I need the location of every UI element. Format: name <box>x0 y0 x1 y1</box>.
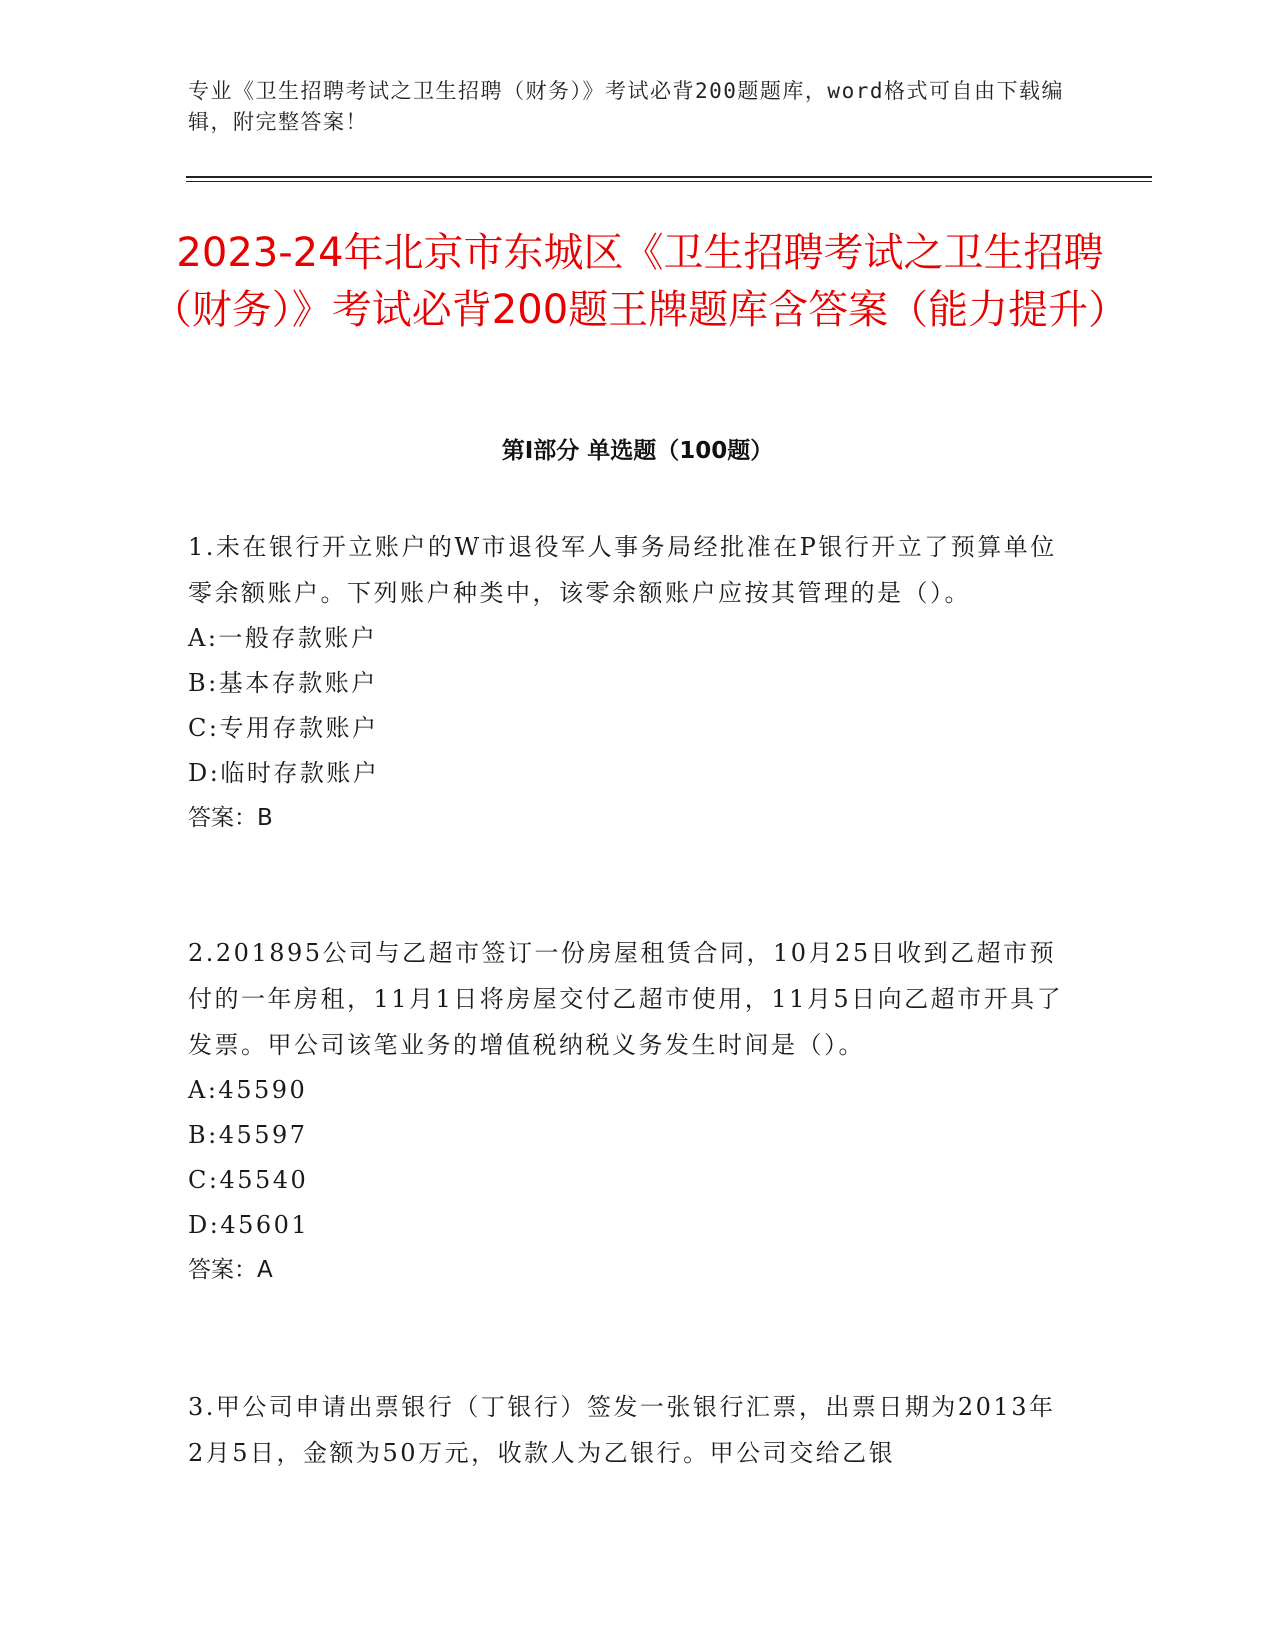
question-2 <box>188 930 1068 1293</box>
option-c: C:45540 <box>188 1166 309 1194</box>
option-a: A:一般存款账户 <box>188 624 378 652</box>
header-rule-thick <box>186 176 1152 178</box>
option-b: B:45597 <box>188 1121 308 1149</box>
question-stem: 1.未在银行开立账户的W市退役军人事务局经批准在P银行开立了预算单位零余额账户。下列账户种类中，该零余额账户应按其管理的是（）。 <box>188 533 1057 607</box>
answer: 答案：A <box>188 1257 273 1283</box>
question-stem: 2.201895公司与乙超市签订一份房屋租赁合同，10月25日收到乙超市预付的一年房租，11月1日将房屋交付乙超市使用，11月5日向乙超市开具了发票。甲公司该笔业务的增值税纳税义务发生时间是（）。 <box>188 939 1064 1059</box>
header-rule-thin <box>186 181 1152 182</box>
header-note: 专业《卫生招聘考试之卫生招聘（财务）》考试必背200题题库，word格式可自由下载编辑，附完整答案！ <box>188 79 1064 134</box>
option-b: B:基本存款账户 <box>188 669 378 697</box>
question-1 <box>188 524 1068 841</box>
answer: 答案：B <box>188 805 273 831</box>
question-stem: 3.甲公司申请出票银行（丁银行）签发一张银行汇票，出票日期为2013年2月5日，金额为50万元，收款人为乙银行。甲公司交给乙银 <box>188 1393 1056 1467</box>
document-title: 2023-24年北京市东城区《卫生招聘考试之卫生招聘（财务）》考试必背200题王牌题库含答案（能力提升） <box>151 230 1129 333</box>
option-d: D:45601 <box>188 1211 310 1239</box>
section-title: 第Ⅰ部分 单选题（100题） <box>501 438 774 464</box>
option-c: C:专用存款账户 <box>188 714 379 742</box>
option-a: A:45590 <box>188 1076 308 1104</box>
question-3 <box>188 1384 1068 1476</box>
option-d: D:临时存款账户 <box>188 759 380 787</box>
